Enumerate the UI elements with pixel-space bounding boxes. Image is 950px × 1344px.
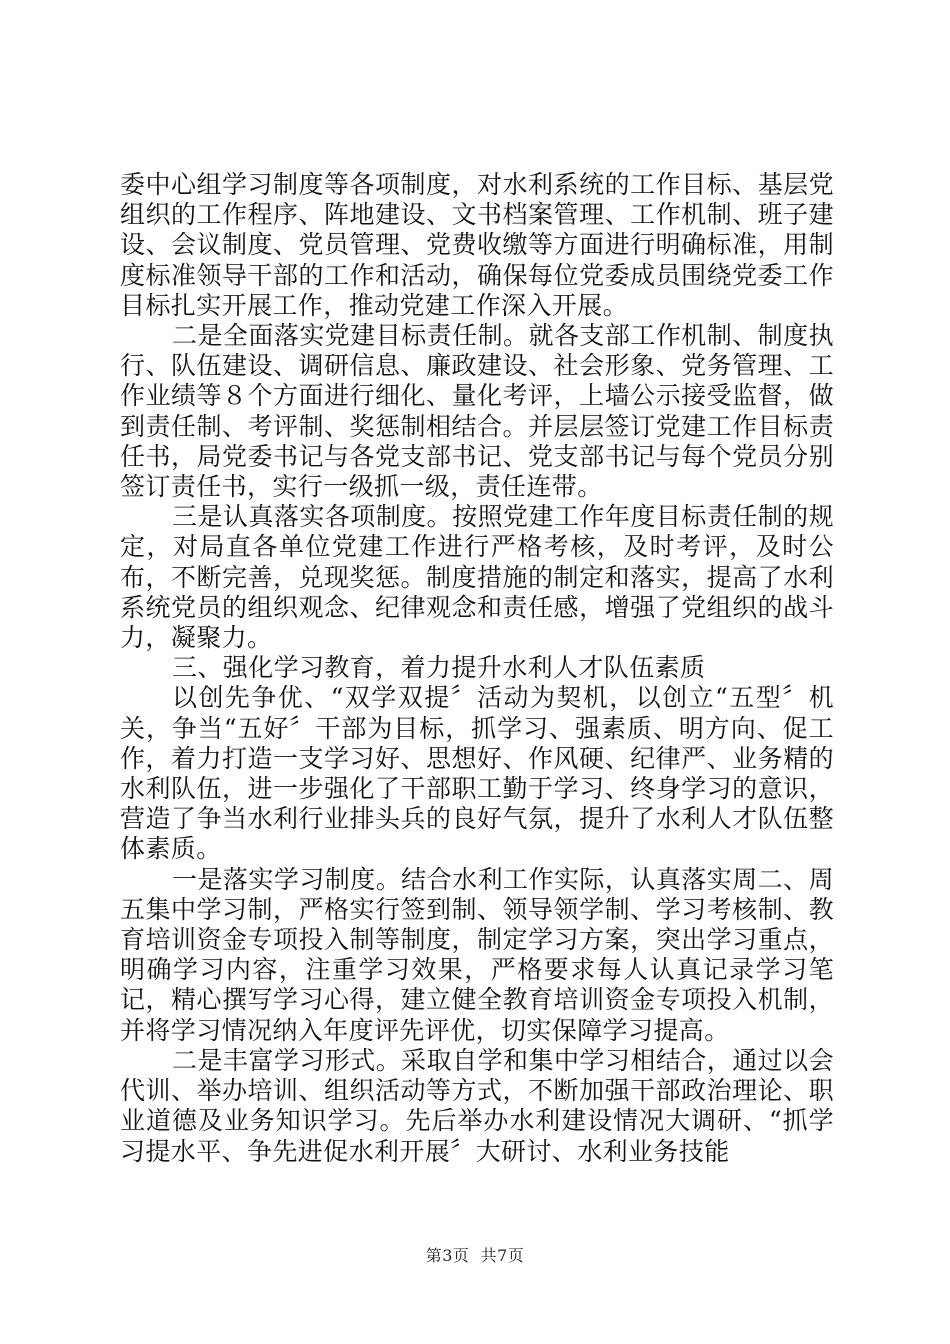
paragraph-2: 二是全面落实党建目标责任制。就各支部工作机制、制度执行、队伍建设、调研信息、廉政建设、社会形象、党务管理、工作业绩等８个方面进行细化、量化考评，上墙公示接受监督，做到责任制、考评制、奖惩制相结合。并层层签订党建工作目标责任书，局党委书记与各党支部书记、党支部书记与每个党员分别签订责任书，实行一级抓一级，责任连带。: [120, 321, 834, 502]
paragraph-4: 以创先争优、“双学双提〞活动为契机，以创立“五型〞机关，争当“五好〞干部为目标，抓学习、强素质、明方向、促工作，着力打造一支学习好、思想好、作风硬、纪律严、业务精的水利队伍，进一步强化了干部职工勤于学习、终身学习的意识，营造了争当水利行业排头兵的良好气氛，提升了水利人才队伍整体素质。: [120, 683, 834, 864]
section-heading: 三、强化学习教育，着力提升水利人才队伍素质: [172, 653, 706, 683]
paragraph-3: 三是认真落实各项制度。按照党建工作年度目标责任制的规定，对局直各单位党建工作进行严格考核，及时考评，及时公布，不断完善，兑现奖惩。制度措施的制定和落实，提高了水利系统党员的组织观念、纪律观念和责任感，增强了党组织的战斗力，凝聚力。: [120, 502, 834, 653]
page-number: 第3页 共7页: [425, 1246, 525, 1265]
page-footer: [0, 1243, 950, 1266]
paragraph-1: 委中心组学习制度等各项制度，对水利系统的工作目标、基层党组织的工作程序、阵地建设、文书档案管理、工作机制、班子建设、会议制度、党员管理、党费收缴等方面进行明确标准，用制度标准领导干部的工作和活动，确保每位党委成员围绕党委工作目标扎实开展工作，推动党建工作深入开展。: [120, 170, 834, 320]
paragraph-5: 一是落实学习制度。结合水利工作实际，认真落实周二、周五集中学习制，严格实行签到制、领导领学制、学习考核制、教育培训资金专项投入制等制度，制定学习方案，突出学习重点，明确学习内容，注重学习效果，严格要求每人认真记录学习笔记，精心撰写学习心得，建立健全教育培训资金专项投入机制，并将学习情况纳入年度评先评优，切实保障学习提高。: [120, 864, 834, 1045]
paragraph-6: 二是丰富学习形式。采取自学和集中学习相结合，通过以会代训、举办培训、组织活动等方式，不断加强干部政治理论、职业道德及业务知识学习。先后举办水利建设情况大调研、“抓学习提水平、争先进促水利开展〞大研讨、水利业务技能: [120, 1045, 834, 1166]
document-body: [120, 170, 834, 1167]
